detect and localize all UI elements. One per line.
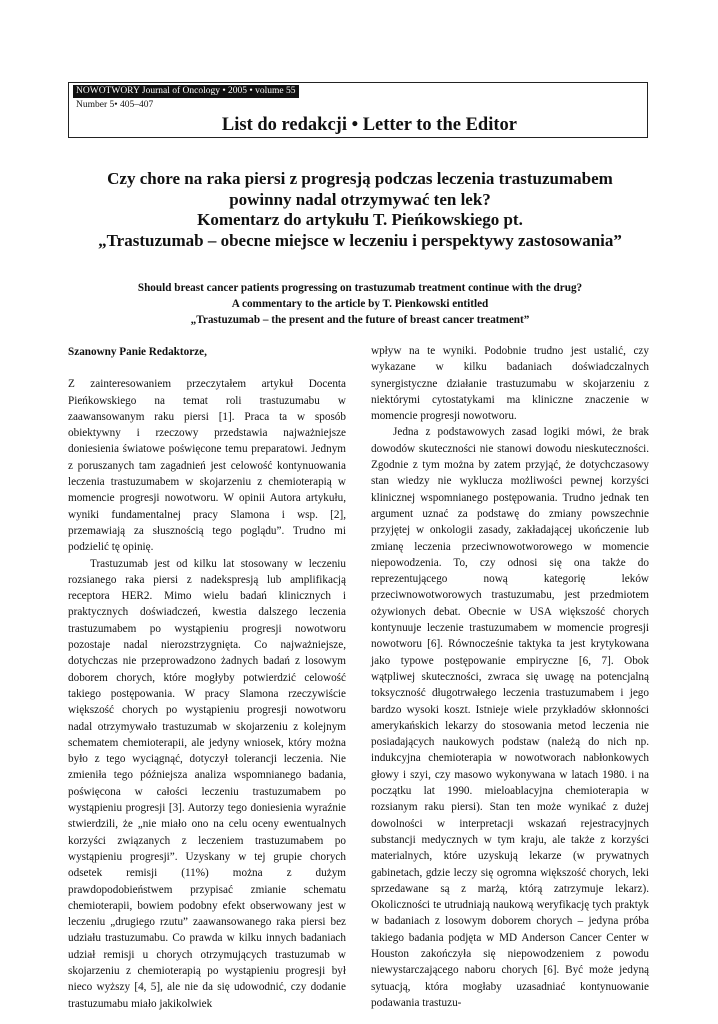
journal-info: NOWOTWORY Journal of Oncology • 2005 • volume 55 [73, 85, 299, 98]
polish-title [60, 169, 660, 251]
english-title-line: „Trastuzumab – the present and the future of breast cancer treatment” [190, 314, 530, 326]
english-title-line: A commentary to the article by T. Pienkowski entitled [231, 298, 489, 310]
salutation: Szanowny Panie Redaktorze, [68, 346, 207, 358]
polish-title-line: Czy chore na raka piersi z progresją podczas leczenia trastuzumabem [107, 169, 613, 188]
paragraph: Z zainteresowaniem przeczytałem artykuł Docenta Pieńkowskiego na temat roli trastuzumabu w zaawansowanym raku piersi [1]. Praca ta w sposób obiektywny i rzeczowy przedstawia najważniejsze doniesienia światowe poświęcone temu preparatowi. Jednym z poruszanych tam zagadnień jest celowość kontynuowania leczenia trastuzumabem w skojarzeniu z chemioterapią w momencie progresji nowotworu. W opinii Autora artykułu, wyniki fundamentalnej pracy Slamona i wsp. [2], przemawiają za słusznością tego poglądu”. Trudno mi podzielić tę opinię. [68, 378, 346, 554]
english-title-line: Should breast cancer patients progressing on trastuzumab treatment continue with the drug? [137, 282, 583, 294]
polish-title-line: Komentarz do artykułu T. Pieńkowskiego pt. [197, 210, 523, 229]
right-column [371, 343, 649, 1011]
polish-title-line: powinny nadal otrzymywać ten lek? [229, 189, 491, 209]
left-column [68, 344, 346, 1012]
issue-pages: Number 5• 405–407 [76, 100, 154, 110]
polish-title-line: „Trastuzumab – obecne miejsce w leczeniu i perspektywy zastosowania” [98, 230, 622, 250]
paragraph: Jedna z podstawowych zasad logiki mówi, że brak dowodów skuteczności nie stanowi dowodu nieskuteczności. Zgodnie z tym można by zatem przyjąć, że dotychczasowy stan wiedzy nie wyklucza możliwości pewnej korzyści klinicznej wspomnianego postępowania. Trudno jednak ten argument uznać za podstawę do zmiany powszechnie przyjętej w onkologii zasady, zakładającej ukończenie lub zmianę leczenia przeciwnowotworowego w momencie niepowodzenia. To, czy odnosi się ona także do reprezentującego nową kategorię leków przeciwnowotworowych trastuzumabu, jest przedmiotem ożywionych debat. Obecnie w USA większość chorych kontynuuje leczenie trastuzumabem w momencie progresji nowotworu [6]. Równocześnie taktyka ta jest krytykowana jako typowe postępowanie empiryczne [6, 7]. Obok wątpliwej skuteczności, zwraca się uwagę na potencjalną toksyczność długotrwałego leczenia trastuzumabem i jego bardzo wysoki koszt. Istnieje wiele przykładów skłonności amerykańskich lekarzy do stosowania metod leczenia nie posiadających naukowych podstaw (należą do nich np. indukcyjna chemioterapia w nowotworach nabłonkowych głowy i szyi, czy masowo wykonywana w latach 1980. i na początku lat 1990. mieloablacyjna chemioterapia w rozsianym raku piersi). Stan ten może wynikać z dużej dowolności w interpretacji wskazań rejestracyjnych substancji medycznych w tym kraju, ale także z korzyści materialnych, które uzyskują lekarze (w prywatnych gabinetach, gdzie leczy się ogromna większość chorych, leki sprzedawane są z marżą, którą zatrzymuje lekarz). Okoliczności te utrudniają naukową weryfikację tych praktyk w badaniach z losowym doborem chorych – jedyna próba takiego badania podjęta w MD Anderson Cancer Center w Houston zakończyła się niepowodzeniem z powodu niewystarczającego naboru chorych [6]. Być może jedyną sytuacją, która mogłaby uzasadniać kontynuowanie podawania trastuzu- [371, 426, 649, 1009]
journal-header [68, 82, 648, 138]
english-title [60, 280, 660, 328]
paragraph: wpływ na te wyniki. Podobnie trudno jest ustalić, czy wykazane w kilku badaniach doświadczalnych synergistyczne działanie trastuzumabu w skojarzeniu z niektórymi cytostatykami ma kliniczne znaczenie w momencie progresji nowotworu. [371, 345, 649, 423]
section-title: List do redakcji • Letter to the Editor [221, 115, 517, 135]
paragraph: Trastuzumab jest od kilku lat stosowany w leczeniu rozsianego raka piersi z nadekspresją lub amplifikacją receptora HER2. Mimo wielu badań klinicznych i praktycznych doświadczeń, kwestia dalszego leczenia trastuzumabem po wystąpieniu progresji nowotworu pozostaje nadal nierozstrzygnięta. Co najważniejsze, dotychczas nie przeprowadzono żadnych badań z losowym doborem chorych, które mogłyby potwierdzić celowość takiego postępowania. W pracy Slamona rzeczywiście większość chorych po wystąpieniu progresji nowotworu nadal otrzymywało trastuzumab w skojarzeniu z kolejnym schematem chemioterapii, ale jedyny wniosek, który można było z tego wyciągnąć, dotyczył tolerancji leczenia. Nie zmieniła tego późniejsza analiza wspomnianego badania, poświęcona w całości leczeniu trastuzumabem po wystąpieniu progresji [3]. Autorzy tego doniesienia wyraźnie stwierdzili, że „nie miało ono na celu oceny ewentualnych korzyści związanych z leczeniem trastuzumabem po wystąpieniu progresji”. Uzyskany w tej grupie chorych odsetek remisji (11%) można z dużym prawdopodobieństwem przypisać zmianie schematu chemioterapii, bowiem podobny efekt obserwowany jest w leczeniu „drugiego rzutu” zaawansowanego raka piersi bez udziału trastuzumabu. Co prawda w kilku innych badaniach udział remisji u chorych otrzymujących trastuzumab w skojarzeniu z chemioterapią po wystąpieniu progresji był nieco wyższy [4, 5], ale nie da się udowodnić, czy dodanie trastuzumabu miało jakikolwiek [68, 557, 346, 1010]
